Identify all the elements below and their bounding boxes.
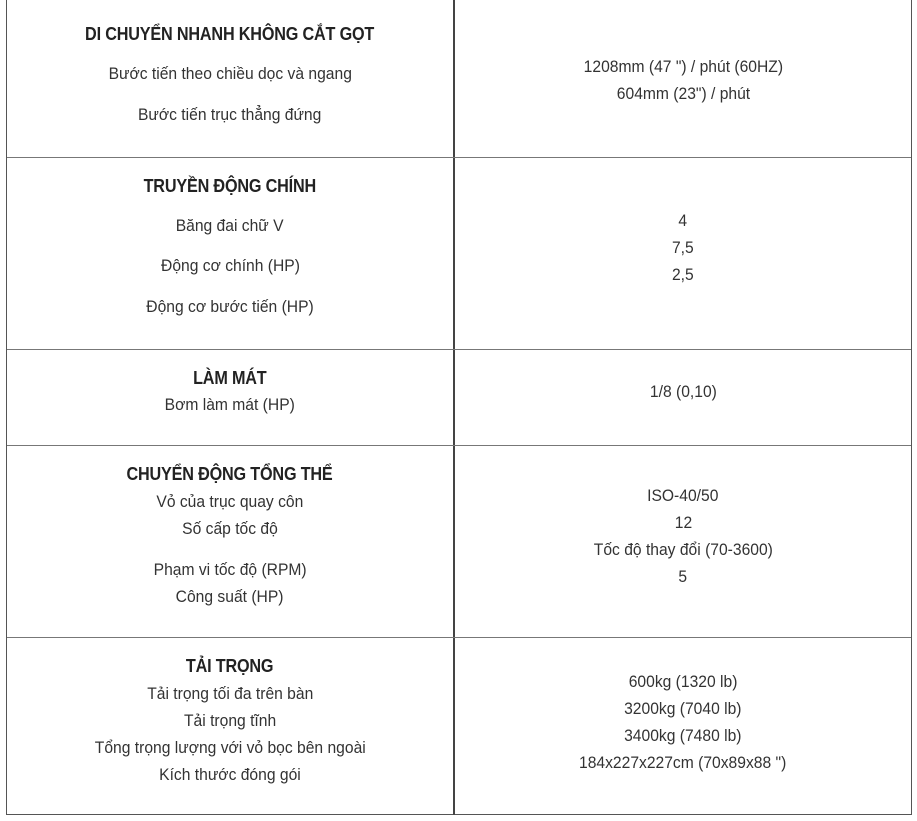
spec-item: Phạm vi tốc độ (RPM) [153,560,307,579]
spec-row-value-cell [455,638,911,815]
spec-value: 1208mm (47 ") / phút (60HZ) [583,56,783,76]
spec-row-load-capacity [7,637,911,815]
spec-row-general-motion [7,445,911,637]
spec-item: Bước tiến trục thẳng đứng [138,105,322,124]
spec-item: Tải trọng tối đa trên bàn [146,684,314,703]
spec-value: 2,5 [672,265,694,284]
spec-value: 12 [674,512,692,532]
spec-row-main-drive [7,157,911,349]
spec-row-coolant [7,349,911,445]
spec-row-value-cell [455,350,911,445]
spec-row-label-cell [7,158,455,349]
spec-value: 3200kg (7040 lb) [624,698,742,718]
spec-value: 600kg (1320 lb) [628,671,738,691]
spec-row-value-cell [455,446,911,637]
spec-row-label-cell [7,350,455,445]
spec-row-value-cell [455,158,911,349]
spec-value: 3400kg (7480 lb) [624,725,742,745]
spec-row-label-cell [7,638,455,815]
spec-value: 1/8 (0,10) [649,382,717,401]
spec-item: Tổng trọng lượng với vỏ bọc bên ngoài [94,738,366,757]
spec-item: Bước tiến theo chiều dọc và ngang [108,64,352,83]
spec-item: Tải trọng tĩnh [183,711,277,730]
spec-item: Bơm làm mát (HP) [164,395,296,414]
spec-item: Động cơ chính (HP) [160,256,300,275]
spec-value: 5 [678,566,688,586]
spec-row-label-cell [7,446,455,637]
section-heading: CHUYỂN ĐỘNG TỔNG THỂ [126,464,334,484]
spec-value: 7,5 [672,238,694,257]
table-grid [6,0,912,815]
spec-item: Băng đai chữ V [176,216,284,235]
spec-row-value-cell [455,0,911,157]
spec-item: Động cơ bước tiến (HP) [146,297,314,316]
spec-item: Vỏ của trục quay côn [156,492,304,511]
section-heading: TẢI TRỌNG [186,656,274,676]
section-heading: DI CHUYỂN NHANH KHÔNG CẮT GỌT [85,24,375,44]
spec-value: Tốc độ thay đổi (70-3600) [593,539,773,559]
spec-value: ISO-40/50 [647,485,719,505]
spec-row-label-cell [7,0,455,157]
section-heading: LÀM MÁT [193,368,267,388]
spec-item: Công suất (HP) [176,587,284,606]
spec-value: 4 [678,211,688,230]
spec-value: 604mm (23") / phút [616,83,750,103]
spec-value: 184x227x227cm (70x89x88 ") [579,752,787,772]
spec-row-rapid-traverse [7,0,911,157]
section-heading: TRUYỀN ĐỘNG CHÍNH [143,176,317,196]
spec-item: Số cấp tốc độ [182,519,278,538]
spec-item: Kích thước đóng gói [159,765,301,784]
